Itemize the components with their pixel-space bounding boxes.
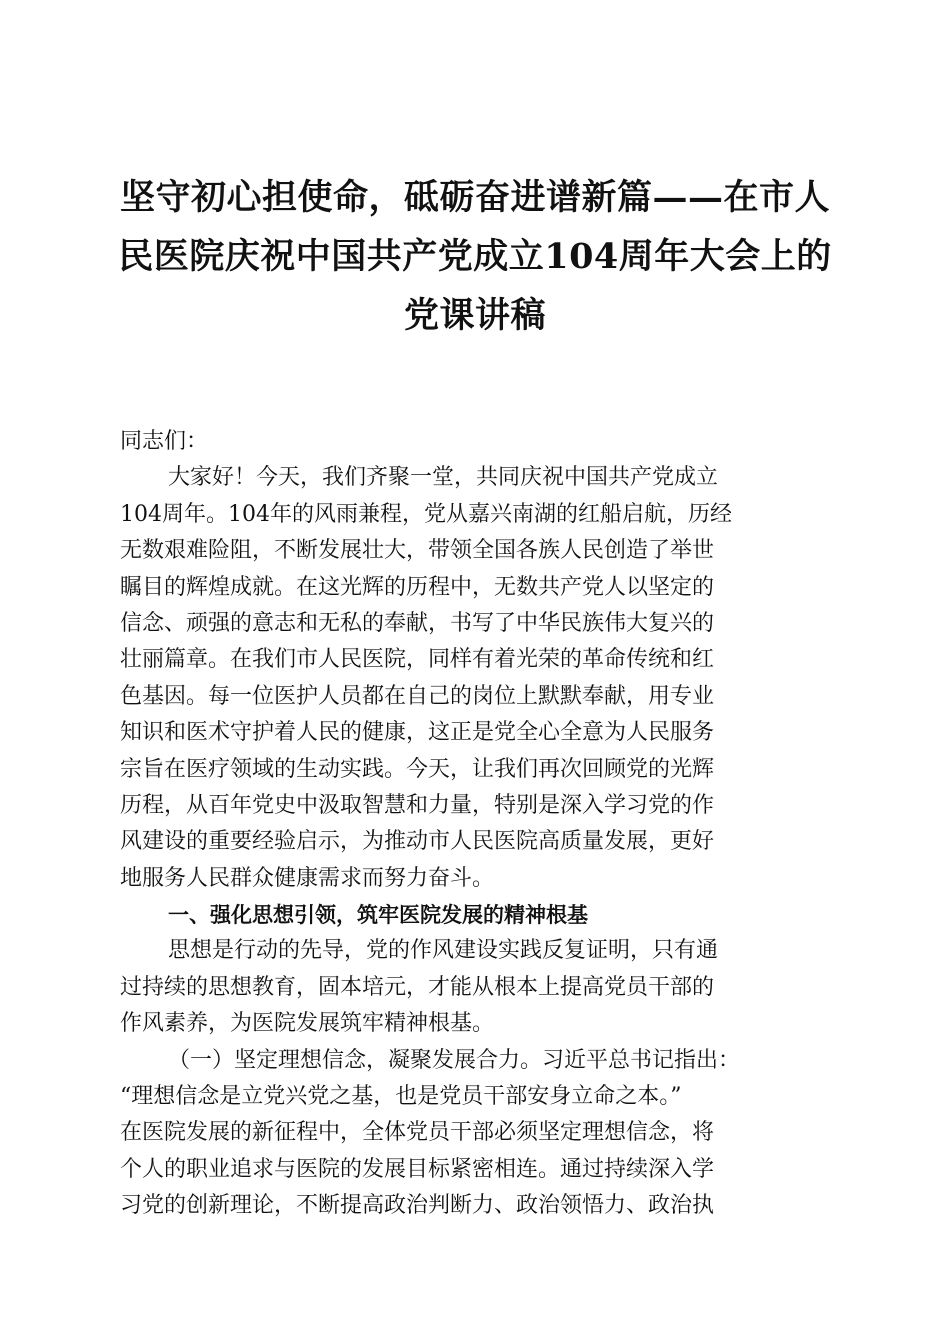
paragraph-section-1 bbox=[120, 933, 832, 1042]
paragraph-line: 瞩目的辉煌成就。在这光辉的历程中，无数共产党人以坚定的 bbox=[120, 574, 715, 600]
paragraph-line: 作风素养，为医院发展筑牢精神根基。 bbox=[120, 1011, 495, 1037]
paragraph-line: 大家好！今天，我们齐聚一堂，共同庆祝中国共产党成立 bbox=[168, 465, 719, 491]
title-line-1: 坚守初心担使命，砥砺奋进谱新篇——在市人 bbox=[119, 177, 830, 218]
paragraph-line: 习党的创新理论，不断提高政治判断力、政治领悟力、政治执 bbox=[120, 1193, 715, 1219]
paragraph-line: 思想是行动的先导，党的作风建设实践反复证明，只有通 bbox=[168, 938, 719, 964]
paragraph-line bbox=[120, 1043, 832, 1079]
paragraph-line: “理想信念是立党兴党之基，也是党员干部安身立命之本。” bbox=[120, 1084, 682, 1110]
paragraph-line: 在医院发展的新征程中，全体党员干部必须坚定理想信念，将 bbox=[120, 1120, 715, 1146]
paragraph-line: 宗旨在医疗领域的生动实践。今天，让我们再次回顾党的光辉 bbox=[120, 756, 715, 782]
paragraph-line: 104周年。104年的风雨兼程，党从嘉兴南湖的红船启航，历经 bbox=[120, 501, 732, 527]
section-heading-1: 一、强化思想引领，筑牢医院发展的精神根基 bbox=[168, 903, 588, 928]
paragraph-line: 风建设的重要经验启示，为推动市人民医院高质量发展，更好 bbox=[120, 829, 715, 855]
subsection-heading-1: （一）坚定理想信念，凝聚发展合力。 bbox=[168, 1047, 543, 1073]
paragraph-line: 知识和医术守护着人民的健康，这正是党全心全意为人民服务 bbox=[120, 720, 715, 746]
title-line-2: 民医院庆祝中国共产党成立104周年大会上的 bbox=[118, 236, 832, 277]
document-title bbox=[118, 168, 832, 345]
paragraph-subsection-1 bbox=[120, 1043, 832, 1225]
paragraph-line: 过持续的思想教育，固本培元，才能从根本上提高党员干部的 bbox=[120, 974, 715, 1000]
paragraph-introduction bbox=[120, 460, 832, 897]
paragraph-line: 色基因。每一位医护人员都在自己的岗位上默默奉献，用专业 bbox=[120, 683, 715, 709]
paragraph-line: 地服务人民群众健康需求而努力奋斗。 bbox=[120, 865, 495, 891]
document-body bbox=[120, 424, 832, 1225]
paragraph-line-rest: 习近平总书记指出： bbox=[542, 1047, 741, 1073]
salutation: 同志们： bbox=[120, 429, 209, 454]
paragraph-line: 历程，从百年党史中汲取智慧和力量，特别是深入学习党的作 bbox=[120, 792, 715, 818]
paragraph-line: 个人的职业追求与医院的发展目标紧密相连。通过持续深入学 bbox=[120, 1156, 715, 1182]
paragraph-line: 无数艰难险阻，不断发展壮大，带领全国各族人民创造了举世 bbox=[120, 538, 715, 564]
paragraph-line: 信念、顽强的意志和无私的奉献，书写了中华民族伟大复兴的 bbox=[120, 610, 715, 636]
paragraph-line: 壮丽篇章。在我们市人民医院，同样有着光荣的革命传统和红 bbox=[120, 647, 715, 673]
title-line-3: 党课讲稿 bbox=[403, 295, 546, 336]
